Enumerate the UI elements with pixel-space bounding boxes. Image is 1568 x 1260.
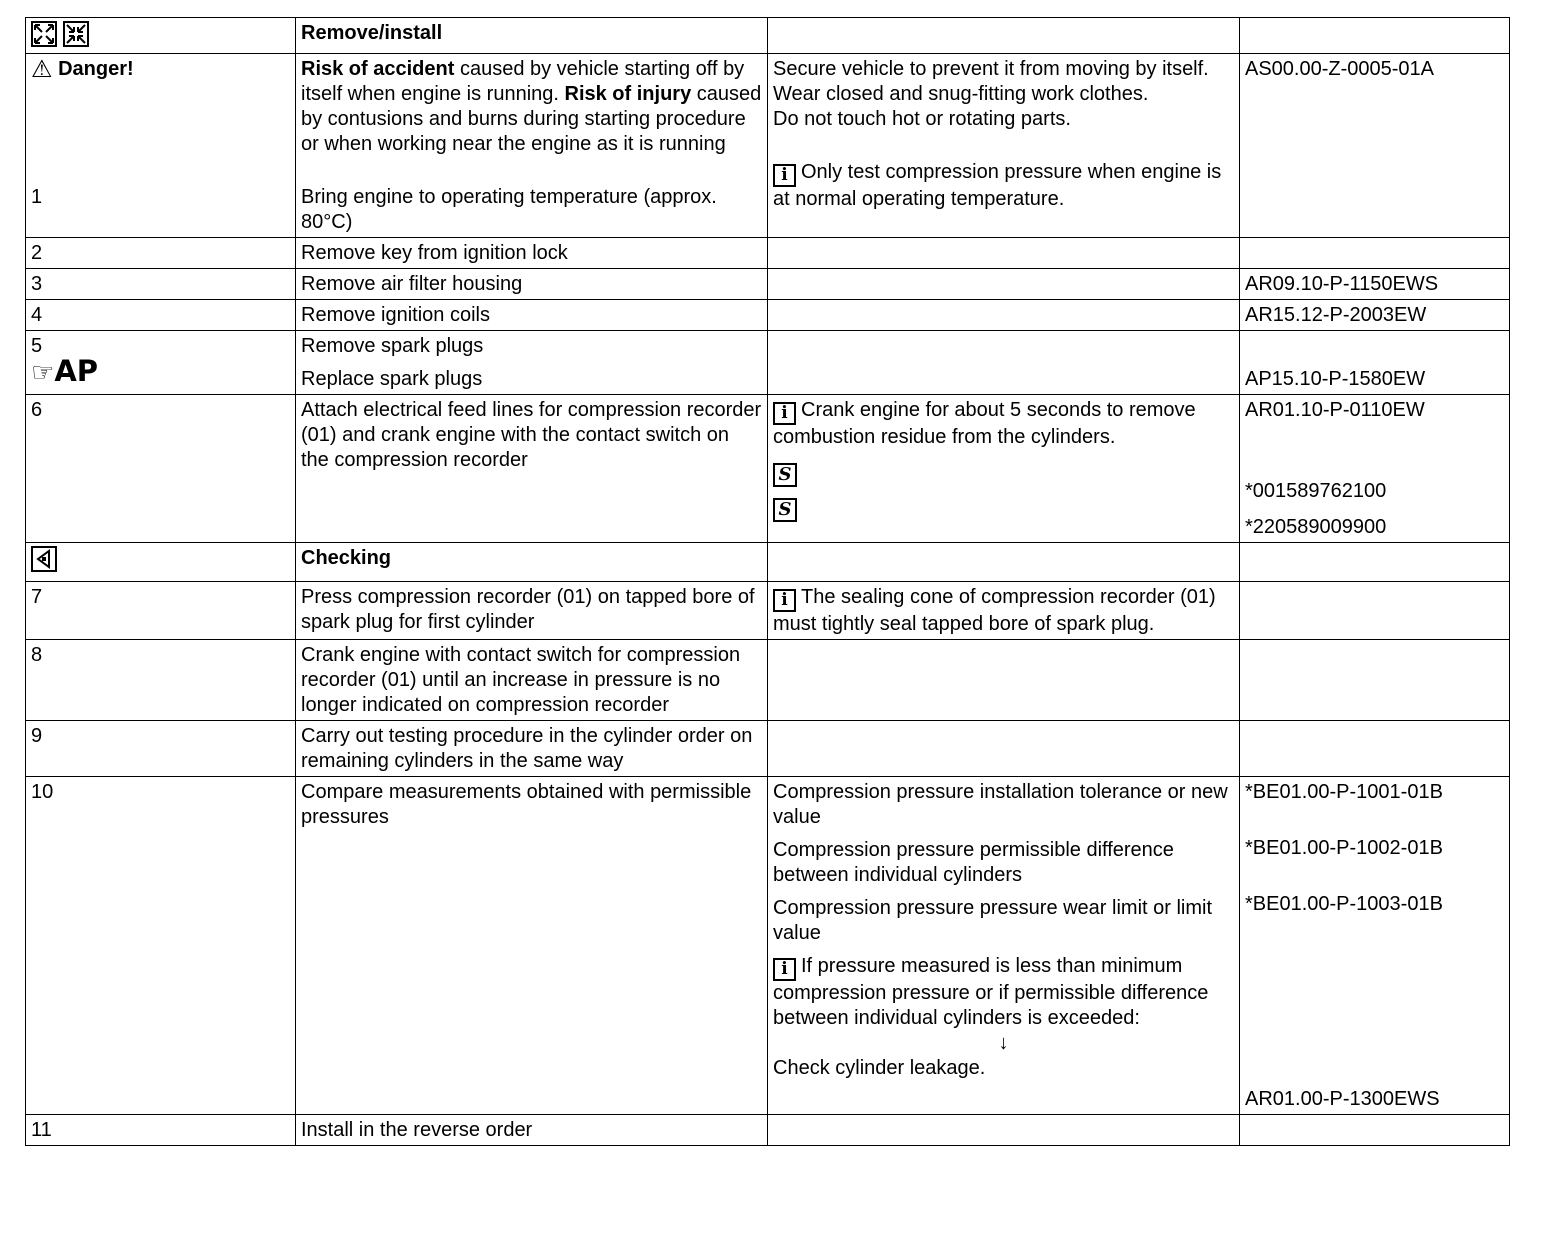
value-description: Compression pressure installation tolerance or new value [773,781,1228,828]
note-text: If pressure measured is less than minimum compression pressure or if permissible difference between individual cylinders is exceeded: [773,955,1209,1029]
step-text: Crank engine with contact switch for compression recorder (01) until an increase in pressure is no longer indicated on compression recorder [296,640,768,721]
ap-label: AP [54,354,99,388]
step-number: 10 [26,777,296,1115]
info-icon: i [773,402,796,425]
note-text: The sealing cone of compression recorder (01) must tightly seal tapped bore of spark plug. [773,586,1216,635]
remove-icon [31,21,57,47]
step-number: 5 [31,335,43,357]
tool-number: *001589762100 [1245,480,1387,502]
note-text: Crank engine for about 5 seconds to remove combustion residue from the cylinders. [773,399,1196,448]
reference: AR09.10-P-1150EWS [1240,269,1510,300]
step-number: 9 [26,721,296,777]
step-text: Remove spark plugs [301,335,484,357]
step-text: Remove air filter housing [296,269,768,300]
section-title-remove-install: Remove/install [296,18,768,54]
tool-number: *220589009900 [1245,516,1387,538]
step-row [26,582,1510,640]
step-number: 6 [26,395,296,543]
step-row [26,777,1510,1115]
step-row [26,721,1510,777]
info-icon: i [773,958,796,981]
safety-measure: Secure vehicle to prevent it from moving by itself. [773,58,1209,80]
step-text: Bring engine to operating temperature (approx. 80°C) [301,186,717,233]
step-row [26,640,1510,721]
danger-row [26,54,1510,238]
safety-measure: Do not touch hot or rotating parts. [773,108,1071,130]
risk-injury-text: caused by contusions and burns during starting procedure or when working near the engine as it is running [301,83,762,155]
note [773,954,1234,1031]
risk-accident-text: caused by vehicle starting off by itself when engine is running. [301,58,745,105]
risk-accident-label: Risk of accident [301,58,455,80]
note [773,160,1234,212]
step-row [26,331,1510,395]
risk-injury-label: Risk of injury [564,83,692,105]
reference: AR01.10-P-0110EW [1245,399,1425,421]
step-number: 2 [26,238,296,269]
step-number: 8 [26,640,296,721]
step-text: Compare measurements obtained with permissible pressures [296,777,768,1115]
safety-measure: Wear closed and snug-fitting work clothes. [773,83,1149,105]
header-row [26,18,1510,54]
install-icon [63,21,89,47]
special-tool-icon: S [773,463,797,487]
note-text: Only test compression pressure when engine is at normal operating temperature. [773,161,1222,210]
hand-pointer-icon: ☞ [31,358,55,388]
section-title-checking: Checking [296,543,768,582]
step-number: 11 [26,1115,296,1146]
note [773,585,1234,637]
ap-marker [31,354,98,388]
check-text: Check cylinder leakage. [773,1057,986,1079]
step-text: Remove ignition coils [296,300,768,331]
step-text: Attach electrical feed lines for compression recorder (01) and crank engine with the contact switch on the compression recorder [296,395,768,543]
arrow-down-icon: ↓ [998,1032,1009,1054]
special-tool-icon: S [773,498,797,522]
step-text: Install in the reverse order [296,1115,768,1146]
reference: AS00.00-Z-0005-01A [1240,54,1510,238]
step-row [26,395,1510,543]
step-number: 7 [26,582,296,640]
note [773,398,1234,450]
step-number: 3 [26,269,296,300]
ap-text: Replace spark plugs [301,368,483,390]
danger-label: Danger! [58,58,134,80]
step-number: 1 [31,186,43,208]
warning-icon: ⚠ [31,55,53,83]
info-icon: i [773,164,796,187]
step-text: Press compression recorder (01) on tapped bore of spark plug for first cylinder [296,582,768,640]
value-description: Compression pressure pressure wear limit or limit value [773,897,1213,944]
reference: AR01.00-P-1300EWS [1245,1088,1440,1110]
reference: *BE01.00-P-1001-01B [1245,781,1443,803]
reference: AR15.12-P-2003EW [1240,300,1510,331]
reference: *BE01.00-P-1003-01B [1245,893,1443,915]
step-text: Remove key from ignition lock [296,238,768,269]
value-description: Compression pressure permissible difference between individual cylinders [773,839,1174,886]
procedure-table [25,17,1510,1146]
step-row [26,1115,1510,1146]
step-number: 4 [26,300,296,331]
reference: AP15.10-P-1580EW [1245,368,1426,390]
danger-description [301,57,762,185]
step-row [26,269,1510,300]
info-icon: i [773,589,796,612]
reference: *BE01.00-P-1002-01B [1245,837,1443,859]
checking-row [26,543,1510,582]
checking-icon [31,546,57,579]
step-row [26,238,1510,269]
step-row [26,300,1510,331]
step-text: Carry out testing procedure in the cylinder order on remaining cylinders in the same way [296,721,768,777]
procedure-document [25,17,1509,1146]
